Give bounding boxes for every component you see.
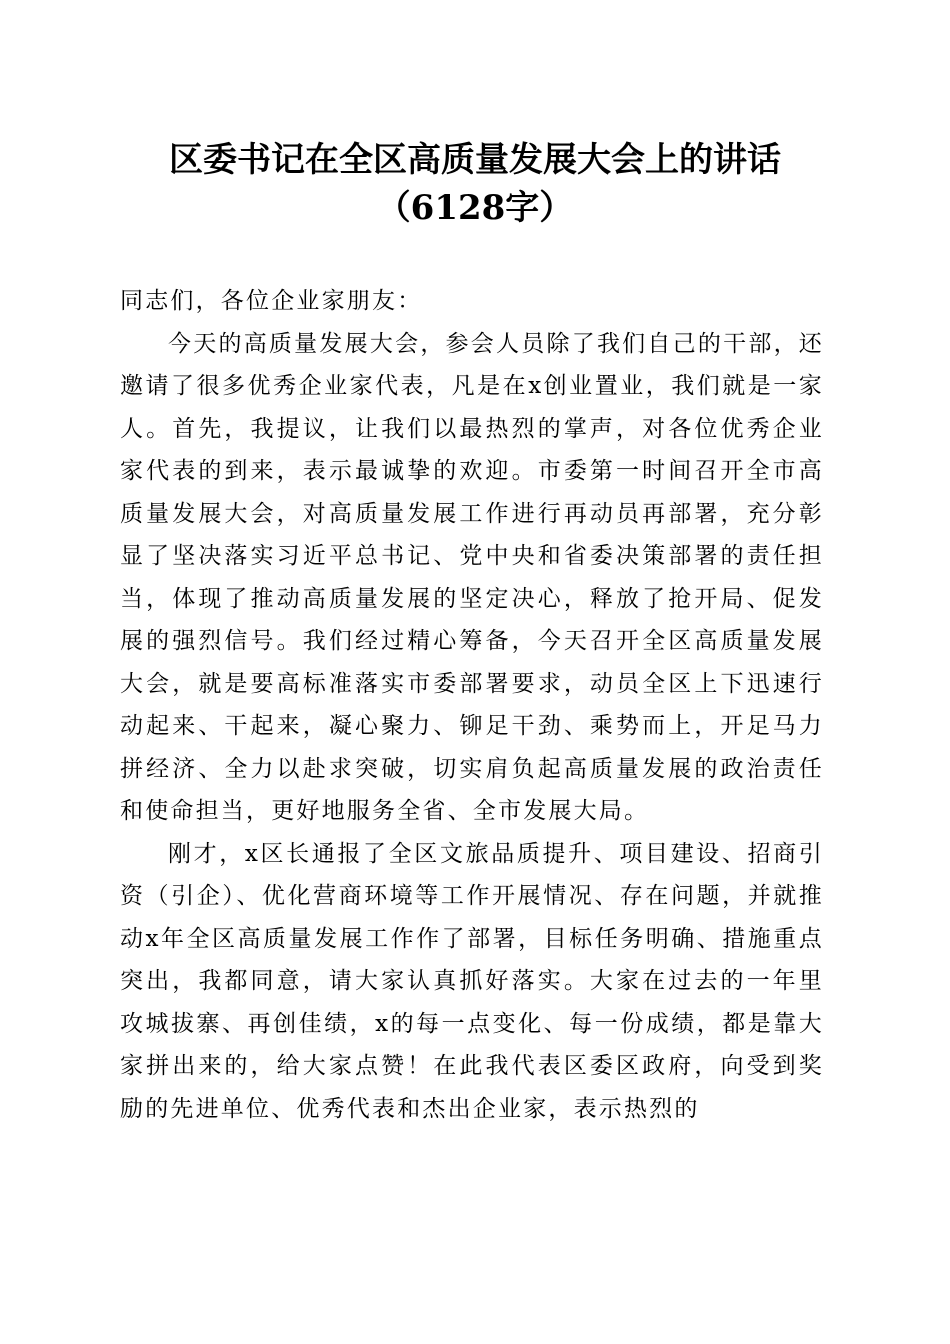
salutation: 同志们，各位企业家朋友： [120,288,423,314]
document-body [120,280,824,1130]
document-subtitle: （6128字） [376,188,574,228]
title-block [0,136,950,232]
document-title: 区委书记在全区高质量发展大会上的讲话 [169,140,781,180]
paragraph: 今天的高质量发展大会，参会人员除了我们自己的干部，还邀请了很多优秀企业家代表，凡是在x创业置业，我们就是一家人。首先，我提议，让我们以最热烈的掌声，对各位优秀企业家代表的到来，表示最诚挚的欢迎。市委第一时间召开全市高质量发展大会，对高质量发展工作进行再动员再部署，充分彰显了坚决落实习近平总书记、党中央和省委决策部署的责任担当，体现了推动高质量发展的坚定决心，释放了抢开局、促发展的强烈信号。我们经过精心筹备，今天召开全区高质量发展大会，就是要高标准落实市委部署要求，动员全区上下迅速行动起来、干起来，凝心聚力、铆足干劲、乘势而上，开足马力拼经济、全力以赴求突破，切实肩负起高质量发展的政治责任和使命担当，更好地服务全省、全市发展大局。 [120,330,824,824]
paragraph: 刚才，x区长通报了全区文旅品质提升、项目建设、招商引资（引企）、优化营商环境等工作开展情况、存在问题，并就推动x年全区高质量发展工作作了部署，目标任务明确、措施重点突出，我都同意，请大家认真抓好落实。大家在过去的一年里攻城拔寨、再创佳绩，x的每一点变化、每一份成绩，都是靠大家拼出来的，给大家点赞！在此我代表区委区政府，向受到奖励的先进单位、优秀代表和杰出企业家，表示热烈的 [120,840,824,1122]
